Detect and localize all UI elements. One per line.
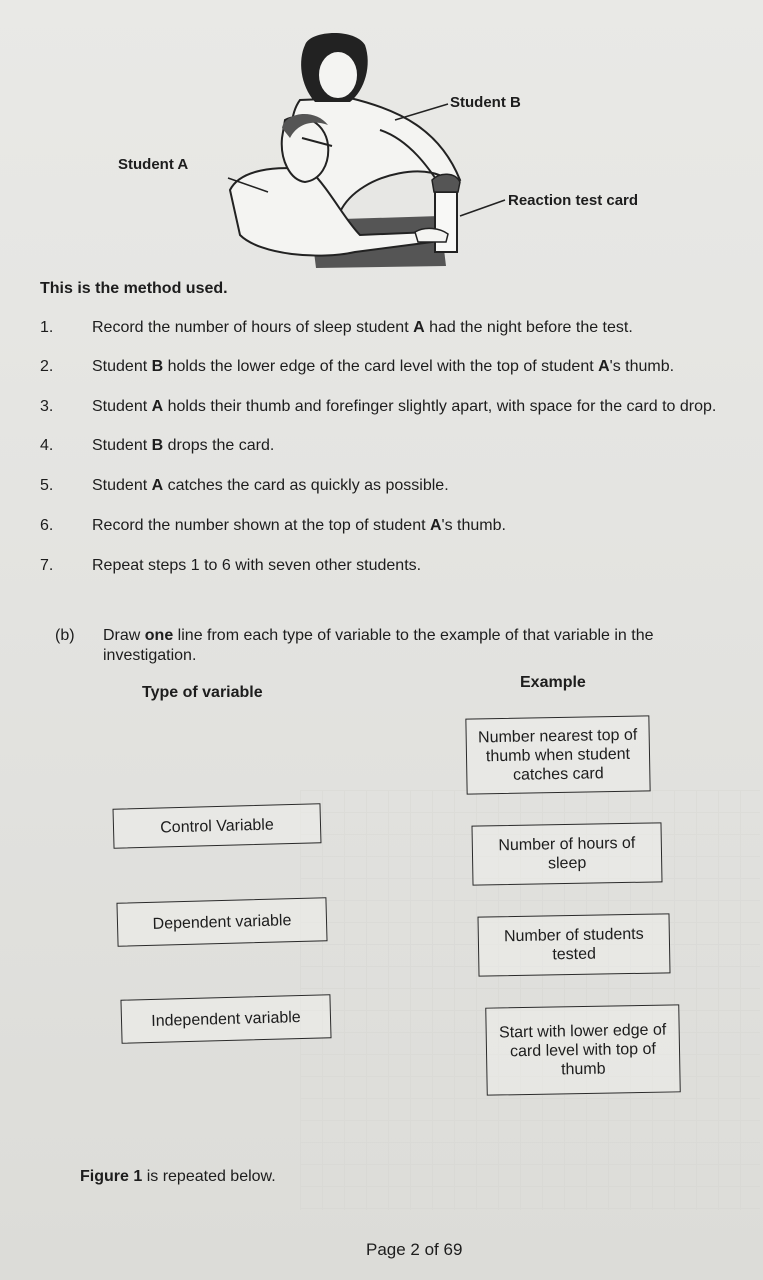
dependent-variable-box[interactable]: Dependent variable	[116, 897, 327, 946]
method-step: 4. Student B drops the card.	[40, 437, 275, 454]
method-step: 5. Student A catches the card as quickly as possible.	[40, 477, 449, 494]
method-step: 7. Repeat steps 1 to 6 with seven other students.	[40, 557, 422, 574]
method-intro: This is the method used.	[40, 280, 228, 297]
example-box-lower-edge[interactable]: Start with lower edge of card level with top of thumb	[485, 1004, 681, 1095]
card-label: Reaction test card	[508, 192, 639, 209]
example-box-number-top-thumb[interactable]: Number nearest top of thumb when student catches card	[465, 715, 650, 794]
student-b-face	[318, 51, 358, 99]
reaction-test-figure	[110, 20, 670, 280]
type-of-variable-heading: Type of variable	[142, 684, 263, 701]
student-b-hand	[432, 174, 460, 192]
page-number: Page 2 of 69	[366, 1240, 463, 1259]
example-heading: Example	[520, 674, 586, 691]
method-step: 3. Student A holds their thumb and forefinger slightly apart, with space for the card to drop.	[40, 398, 717, 415]
question-b-text: Draw one line from each type of variable to the example of that variable in the investigation.	[103, 627, 654, 664]
reaction-card	[435, 192, 457, 252]
method-step: 6. Record the number shown at the top of student A's thumb.	[40, 517, 506, 534]
control-variable-box[interactable]: Control Variable	[113, 803, 322, 848]
figure-repeated-note: Figure 1 is repeated below.	[80, 1168, 276, 1185]
student-a-label: Student A	[118, 156, 189, 173]
student-a-hand	[415, 228, 448, 242]
question-b	[55, 626, 715, 666]
figure-illustration	[110, 20, 670, 280]
student-b-label: Student B	[450, 94, 521, 111]
method-step: 2. Student B holds the lower edge of the card level with the top of student A's thumb.	[40, 358, 675, 375]
example-box-students-tested[interactable]: Number of students tested	[477, 913, 670, 976]
example-box-hours-sleep[interactable]: Number of hours of sleep	[471, 822, 662, 885]
method-step: 1. Record the number of hours of sleep student A had the night before the test.	[40, 319, 633, 336]
question-b-label: (b)	[55, 627, 75, 644]
independent-variable-box[interactable]: Independent variable	[120, 994, 331, 1043]
method-steps	[40, 318, 730, 575]
